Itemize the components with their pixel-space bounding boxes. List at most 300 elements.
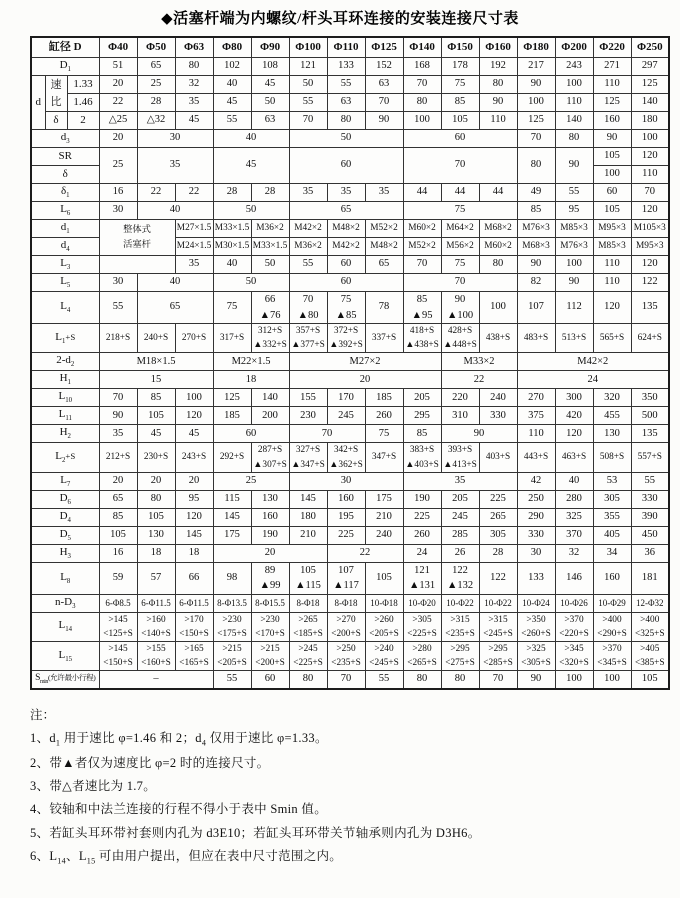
value-cell: >240 <245+S: [365, 642, 403, 671]
value-cell: 98: [213, 562, 251, 594]
value-cell: 393+S ▲413+S: [441, 443, 479, 472]
value-cell: 50: [251, 94, 289, 112]
row-label: $L_5$: [31, 274, 99, 292]
value-cell: 90: [479, 94, 517, 112]
value-cell: >270 <200+S: [327, 612, 365, 641]
table-row: [31, 407, 669, 425]
notes-section: [30, 706, 680, 868]
value-cell: 20: [99, 76, 137, 94]
value-cell: 428+S ▲448+S: [441, 324, 479, 353]
value-cell: 35: [365, 184, 403, 202]
column-header: Φ90: [251, 37, 289, 58]
value-cell: 513+S: [555, 324, 593, 353]
value-cell: 110: [593, 256, 631, 274]
value-cell: 105: [441, 112, 479, 130]
value-cell: 418+S ▲438+S: [403, 324, 441, 353]
value-cell: 125: [517, 112, 555, 130]
value-cell: 160: [593, 562, 631, 594]
value-cell: 250: [517, 490, 555, 508]
value-cell: 557+S: [631, 443, 669, 472]
value-cell: >400 <325+S: [631, 612, 669, 641]
value-cell: 80: [555, 130, 593, 148]
row-label: 速 比: [45, 76, 67, 112]
value-cell: 212+S: [99, 443, 137, 472]
value-cell: 35: [137, 148, 213, 184]
value-cell: 146: [555, 562, 593, 594]
value-cell: M30×1.5: [213, 238, 251, 256]
row-label: $D_5$: [31, 526, 99, 544]
value-cell: 24: [517, 371, 669, 389]
table-row: [31, 202, 669, 220]
table-row: [31, 76, 669, 94]
value-cell: 160: [327, 490, 365, 508]
value-cell: M95×3: [631, 238, 669, 256]
value-cell: 70: [403, 148, 517, 184]
table-row: [31, 324, 669, 353]
value-cell: M68×3: [517, 238, 555, 256]
value-cell: >305 <225+S: [403, 612, 441, 641]
value-cell: 100: [517, 94, 555, 112]
value-cell: M24×1.5: [175, 238, 213, 256]
value-cell: 383+S ▲403+S: [403, 443, 441, 472]
value-cell: 45: [175, 425, 213, 443]
value-cell: 120: [631, 202, 669, 220]
value-cell: 347+S: [365, 443, 403, 472]
value-cell: 40: [213, 256, 251, 274]
column-header: Φ250: [631, 37, 669, 58]
table-row: [31, 274, 669, 292]
value-cell: 28: [479, 544, 517, 562]
value-cell: 28: [251, 184, 289, 202]
value-cell: 90: [99, 407, 137, 425]
value-cell: M33×1.5: [213, 220, 251, 238]
value-cell: 122: [479, 562, 517, 594]
value-cell: 10-Φ26: [555, 594, 593, 612]
value-cell: 342+S ▲362+S: [327, 443, 365, 472]
value-cell: 240: [365, 526, 403, 544]
value-cell: 110: [631, 166, 669, 184]
value-cell: 185: [365, 389, 403, 407]
value-cell: 50: [213, 202, 289, 220]
value-cell: 70: [365, 94, 403, 112]
value-cell: 217: [517, 58, 555, 76]
value-cell: 20: [213, 544, 327, 562]
value-cell: 160: [593, 112, 631, 130]
value-cell: >325 <305+S: [517, 642, 555, 671]
column-header: Φ63: [175, 37, 213, 58]
value-cell: 405: [593, 526, 631, 544]
value-cell: 90 ▲100: [441, 292, 479, 324]
column-header: Φ80: [213, 37, 251, 58]
value-cell: 317+S: [213, 324, 251, 353]
value-cell: 120: [175, 508, 213, 526]
value-cell: 40: [213, 130, 289, 148]
value-cell: 230: [289, 407, 327, 425]
value-cell: 327+S ▲347+S: [289, 443, 327, 472]
value-cell: 10-Φ22: [441, 594, 479, 612]
value-cell: 102: [213, 58, 251, 76]
value-cell: △25: [99, 112, 137, 130]
value-cell: 205: [441, 490, 479, 508]
value-cell: >160 <140+S: [137, 612, 175, 641]
value-cell: 35: [289, 184, 327, 202]
table-row: [31, 490, 669, 508]
value-cell: 120: [555, 425, 593, 443]
value-cell: 25: [213, 472, 289, 490]
header-row: [31, 37, 669, 58]
value-cell: M85×3: [555, 220, 593, 238]
value-cell: 105: [631, 671, 669, 690]
value-cell: 18: [213, 371, 289, 389]
row-label: 2: [67, 112, 99, 130]
value-cell: M76×3: [555, 238, 593, 256]
value-cell: >280 <265+S: [403, 642, 441, 671]
row-label: $d_1$: [31, 220, 99, 238]
column-header: Φ150: [441, 37, 479, 58]
value-cell: 245: [441, 508, 479, 526]
value-cell: 133: [517, 562, 555, 594]
value-cell: 181: [631, 562, 669, 594]
value-cell: >265 <185+S: [289, 612, 327, 641]
value-cell: 370: [555, 526, 593, 544]
value-cell: 32: [175, 76, 213, 94]
row-label: 缸径 D: [31, 37, 99, 58]
value-cell: M42×2: [327, 238, 365, 256]
value-cell: 390: [631, 508, 669, 526]
value-cell: M42×2: [289, 220, 327, 238]
value-cell: 330: [631, 490, 669, 508]
value-cell: 15: [99, 371, 213, 389]
value-cell: 65: [365, 256, 403, 274]
value-cell: 50: [289, 76, 327, 94]
value-cell: 70: [403, 256, 441, 274]
value-cell: 285: [441, 526, 479, 544]
value-cell: 85: [441, 94, 479, 112]
value-cell: 265: [479, 508, 517, 526]
value-cell: 89 ▲99: [251, 562, 289, 594]
column-header: Φ40: [99, 37, 137, 58]
value-cell: 110: [593, 76, 631, 94]
row-label: d: [31, 76, 45, 130]
value-cell: 20: [289, 371, 441, 389]
value-cell: 125: [593, 94, 631, 112]
value-cell: 280: [555, 490, 593, 508]
value-cell: 205: [403, 389, 441, 407]
value-cell: M52×2: [403, 238, 441, 256]
value-cell: 85 ▲95: [403, 292, 441, 324]
value-cell: 112: [555, 292, 593, 324]
value-cell: 125: [213, 389, 251, 407]
value-cell: 130: [137, 526, 175, 544]
column-header: Φ125: [365, 37, 403, 58]
value-cell: 75: [403, 202, 517, 220]
column-header: Φ140: [403, 37, 441, 58]
value-cell: 60: [593, 184, 631, 202]
value-cell: 305: [479, 526, 517, 544]
value-cell: >215 <200+S: [251, 642, 289, 671]
value-cell: 100: [479, 292, 517, 324]
value-cell: 35: [327, 184, 365, 202]
value-cell: >370 <345+S: [593, 642, 631, 671]
note-item: 3、带△者速比为 1.7。: [30, 779, 157, 794]
row-label: δ: [45, 112, 67, 130]
value-cell: 6-Φ11.5: [175, 594, 213, 612]
value-cell: 403+S: [479, 443, 517, 472]
row-label: $L_{15}$: [31, 642, 99, 671]
value-cell: 100: [555, 76, 593, 94]
value-cell: △32: [137, 112, 175, 130]
value-cell: 350: [631, 389, 669, 407]
value-cell: 55: [99, 292, 137, 324]
value-cell: 90: [517, 671, 555, 690]
value-cell: 85: [99, 508, 137, 526]
value-cell: M22×1.5: [213, 353, 289, 371]
row-label: $L_4$: [31, 292, 99, 324]
value-cell: 10-Φ20: [403, 594, 441, 612]
value-cell: >405 <385+S: [631, 642, 669, 671]
value-cell: 155: [289, 389, 327, 407]
value-cell: 44: [403, 184, 441, 202]
value-cell: 105: [593, 202, 631, 220]
value-cell: 168: [403, 58, 441, 76]
table-row: [31, 256, 669, 274]
value-cell: 53: [593, 472, 631, 490]
value-cell: 260: [403, 526, 441, 544]
value-cell: 90: [365, 112, 403, 130]
value-cell: 75: [213, 292, 251, 324]
value-cell: 8-Φ13.5: [213, 594, 251, 612]
value-cell: 170: [327, 389, 365, 407]
value-cell: 110: [555, 94, 593, 112]
value-cell: 45: [175, 112, 213, 130]
value-cell: 330: [517, 526, 555, 544]
row-label: $S_{min}$(允许最小行程): [31, 671, 99, 690]
value-cell: 70: [403, 274, 517, 292]
table-row: [31, 389, 669, 407]
column-header: Φ160: [479, 37, 517, 58]
value-cell: 35: [403, 472, 517, 490]
value-cell: 325: [555, 508, 593, 526]
column-header: Φ50: [137, 37, 175, 58]
row-label: $\delta_1$: [31, 184, 99, 202]
value-cell: 50: [213, 274, 289, 292]
dimension-table-body: [31, 37, 669, 689]
value-cell: 8-Φ15.5: [251, 594, 289, 612]
note-item: 1、$d_1$ 用于速比 φ=1.46 和 2；$d_4$ 仅用于速比 φ=1.33。: [30, 730, 328, 748]
column-header: Φ100: [289, 37, 327, 58]
value-cell: 125: [631, 76, 669, 94]
value-cell: 70: [631, 184, 669, 202]
value-cell: 49: [517, 184, 555, 202]
value-cell: 90: [517, 256, 555, 274]
value-cell: 20: [175, 472, 213, 490]
value-cell: >215 <205+S: [213, 642, 251, 671]
value-cell: 90: [441, 425, 517, 443]
value-cell: M64×2: [441, 220, 479, 238]
value-cell: 145: [289, 490, 327, 508]
value-cell: 121 ▲131: [403, 562, 441, 594]
row-label: SR: [31, 148, 99, 166]
row-label: $L_{10}$: [31, 389, 99, 407]
value-cell: 100: [175, 389, 213, 407]
value-cell: 44: [479, 184, 517, 202]
note-item: 4、铰轴和中法兰连接的行程不得小于表中 Smin 值。: [30, 802, 327, 817]
value-cell: 70: [479, 671, 517, 690]
value-cell: 6-Φ11.5: [137, 594, 175, 612]
value-cell: 35: [175, 94, 213, 112]
value-cell: 75: [441, 76, 479, 94]
value-cell: >295 <275+S: [441, 642, 479, 671]
value-cell: 120: [175, 407, 213, 425]
value-cell: 192: [479, 58, 517, 76]
table-row: [31, 58, 669, 76]
row-label: $D_4$: [31, 508, 99, 526]
row-label: $H_1$: [31, 371, 99, 389]
value-cell: 160: [251, 508, 289, 526]
value-cell: 105: [137, 407, 175, 425]
value-cell: 42: [517, 472, 555, 490]
value-cell: 55: [631, 472, 669, 490]
value-cell: >345 <320+S: [555, 642, 593, 671]
value-cell: [99, 256, 175, 274]
value-cell: 78: [365, 292, 403, 324]
value-cell: 80: [137, 490, 175, 508]
value-cell: 455: [593, 407, 631, 425]
value-cell: 60: [327, 256, 365, 274]
value-cell: >295 <285+S: [479, 642, 517, 671]
value-cell: 180: [631, 112, 669, 130]
row-label: $H_2$: [31, 425, 99, 443]
table-row: [31, 148, 669, 166]
value-cell: M36×2: [251, 220, 289, 238]
value-cell: 100: [555, 256, 593, 274]
value-cell: 10-Φ29: [593, 594, 631, 612]
value-cell: 80: [479, 256, 517, 274]
note-item: 5、若缸头耳环带衬套则内孔为 d3E10；若缸头耳环带关节轴承则内孔为 D3H6。: [30, 825, 481, 840]
value-cell: 270+S: [175, 324, 213, 353]
table-row: [31, 594, 669, 612]
value-cell: 100: [593, 166, 631, 184]
table-row: [31, 94, 669, 112]
value-cell: M52×2: [365, 220, 403, 238]
value-cell: 85: [403, 425, 441, 443]
value-cell: 175: [213, 526, 251, 544]
value-cell: 120: [631, 148, 669, 166]
row-label: $L_7$: [31, 472, 99, 490]
value-cell: 35: [175, 256, 213, 274]
table-row: [31, 443, 669, 472]
value-cell: 10-Φ22: [479, 594, 517, 612]
value-cell: 18: [175, 544, 213, 562]
value-cell: 55: [213, 671, 251, 690]
value-cell: 185: [213, 407, 251, 425]
table-row: [31, 371, 669, 389]
notes-heading: 注：: [30, 708, 56, 723]
table-row: [31, 353, 669, 371]
value-cell: 220: [441, 389, 479, 407]
value-cell: 80: [175, 58, 213, 76]
value-cell: 63: [251, 112, 289, 130]
value-cell: >155 <160+S: [137, 642, 175, 671]
value-cell: 320: [593, 389, 631, 407]
value-cell: 70: [327, 671, 365, 690]
value-cell: 80: [403, 94, 441, 112]
value-cell: 121: [289, 58, 327, 76]
row-label: $L_1+S$: [31, 324, 99, 353]
value-cell: 105: [137, 508, 175, 526]
value-cell: 175: [365, 490, 403, 508]
value-cell: 508+S: [593, 443, 631, 472]
value-cell: M27×2: [289, 353, 441, 371]
value-cell: 80: [289, 671, 327, 690]
value-cell: 140: [555, 112, 593, 130]
value-cell: 60: [289, 274, 403, 292]
value-cell: 240: [479, 389, 517, 407]
value-cell: 70: [289, 112, 327, 130]
value-cell: 63: [365, 76, 403, 94]
value-cell: 312+S ▲332+S: [251, 324, 289, 353]
value-cell: M85×3: [593, 238, 631, 256]
table-row: [31, 508, 669, 526]
value-cell: 90: [517, 76, 555, 94]
value-cell: >145 <125+S: [99, 612, 137, 641]
value-cell: 287+S ▲307+S: [251, 443, 289, 472]
value-cell: 240+S: [137, 324, 175, 353]
value-cell: 70: [403, 76, 441, 94]
value-cell: 90: [555, 148, 593, 184]
value-cell: 225: [327, 526, 365, 544]
value-cell: >315 <245+S: [479, 612, 517, 641]
value-cell: 375: [517, 407, 555, 425]
value-cell: 290: [517, 508, 555, 526]
value-cell: 60: [403, 130, 517, 148]
value-cell: M56×2: [441, 238, 479, 256]
value-cell: >230 <170+S: [251, 612, 289, 641]
value-cell: 420: [555, 407, 593, 425]
note-item: 2、带▲者仅为速度比 φ=2 时的连接尺寸。: [30, 755, 270, 770]
value-cell: 65: [289, 202, 403, 220]
value-cell: 66 ▲76: [251, 292, 289, 324]
value-cell: 243: [555, 58, 593, 76]
value-cell: 8-Φ18: [327, 594, 365, 612]
value-cell: M33×1.5: [251, 238, 289, 256]
value-cell: 75 ▲85: [327, 292, 365, 324]
value-cell: 70 ▲80: [289, 292, 327, 324]
row-label: $2-d_2$: [31, 353, 99, 371]
value-cell: 60: [251, 671, 289, 690]
value-cell: M27×1.5: [175, 220, 213, 238]
value-cell: 70: [99, 389, 137, 407]
column-header: Φ200: [555, 37, 593, 58]
value-cell: >230 <175+S: [213, 612, 251, 641]
value-cell: 80: [479, 76, 517, 94]
value-cell: 305: [593, 490, 631, 508]
value-cell: 34: [593, 544, 631, 562]
table-row: [31, 642, 669, 671]
value-cell: 100: [631, 130, 669, 148]
value-cell: 565+S: [593, 324, 631, 353]
value-cell: M33×2: [441, 353, 517, 371]
row-label: $L_{11}$: [31, 407, 99, 425]
value-cell: M60×2: [403, 220, 441, 238]
value-cell: 120: [593, 292, 631, 324]
value-cell: 22: [441, 371, 517, 389]
value-cell: 100: [593, 671, 631, 690]
value-cell: 107 ▲117: [327, 562, 365, 594]
value-cell: 57: [137, 562, 175, 594]
value-cell: 25: [99, 148, 137, 184]
value-cell: >370 <220+S: [555, 612, 593, 641]
